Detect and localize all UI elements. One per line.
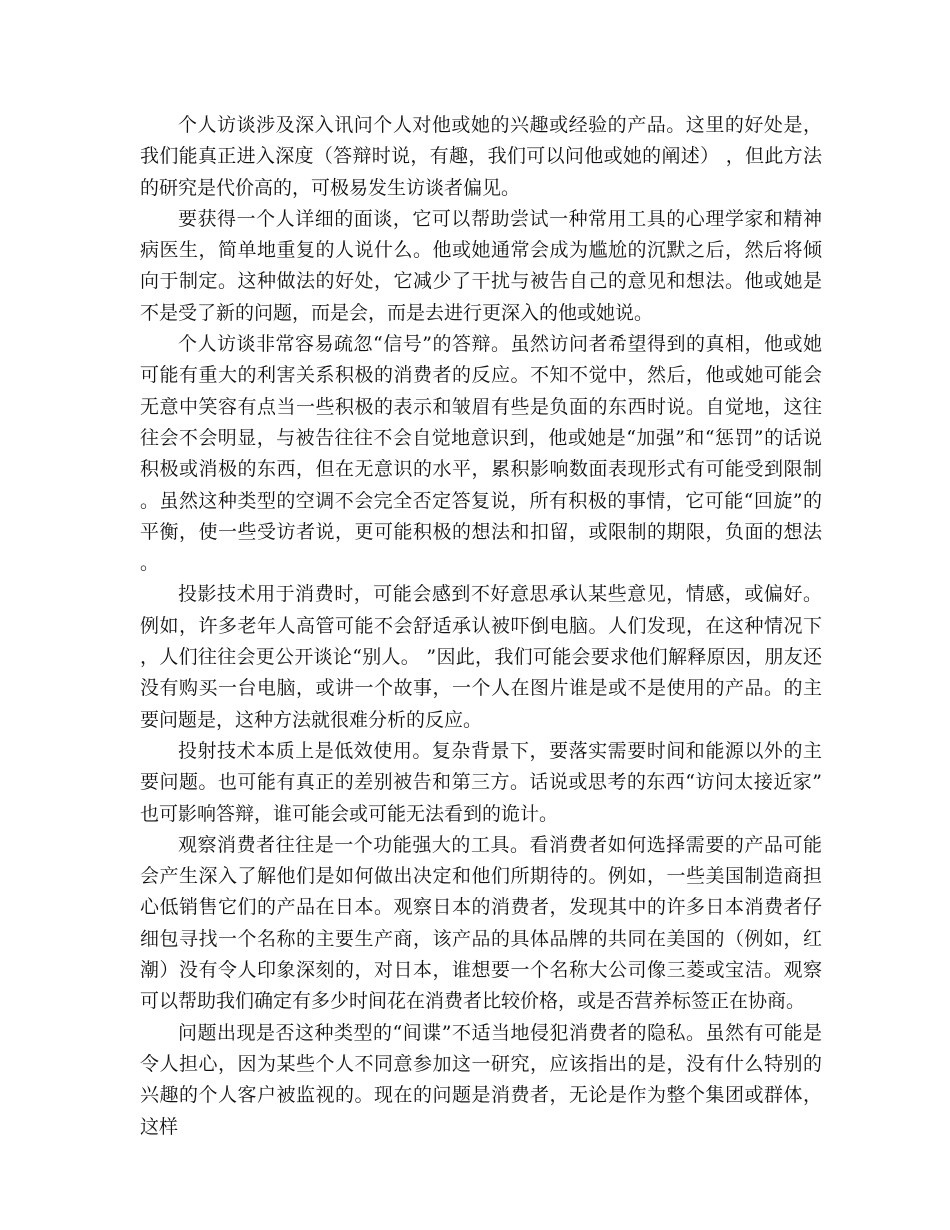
paragraph-projective-techniques: 投影技术用于消费时，可能会感到不好意思承认某些意见，情感，或偏好。例如，许多老年人高管可能不会舒适承认被吓倒电脑。人们发现，在这种情况下，人们往往会更公开谈论“别人。 ”因此，我们可能会要求他们解释原因，朋友还没有购买一台电脑，或讲一个故事，一个人在图片谁是或不是使用的产品。的主要问题是，这种方法就很难分析的反应。 (140, 583, 822, 731)
paragraph-personal-interviews: 个人访谈涉及深入讯问个人对他或她的兴趣或经验的产品。这里的好处是，我们能真正进入深度（答辩时说，有趣，我们可以问他或她的阐述） ，但此方法的研究是代价高的，可极易发生访谈者偏见。 (140, 114, 822, 199)
paragraph-projective-inefficiency: 投射技术本质上是低效使用。复杂背景下，要落实需要时间和能源以外的主要问题。也可能有真正的差别被告和第三方。话说或思考的东西“访问太接近家”也可影响答辩，谁可能会或可能无法看到的诡计。 (140, 739, 822, 825)
document-body (140, 110, 822, 1143)
paragraph-depth-interview: 要获得一个人详细的面谈，它可以帮助尝试一种常用工具的心理学家和精神病医生，简单地重复的人说什么。他或她通常会成为尴尬的沉默之后，然后将倾向于制定。这种做法的好处，它减少了干扰与被告自己的意见和想法。他或她是不是受了新的问题，而是会，而是去进行更深入的他或她说。 (140, 207, 822, 324)
paragraph-interviewer-signals: 个人访谈非常容易疏忽“信号”的答辩。虽然访问者希望得到的真相，他或她可能有重大的利害关系积极的消费者的反应。不知不觉中，然后，他或她可能会无意中笑容有点当一些积极的表示和皱眉有些是负面的东西时说。自觉地，这往往会不会明显，与被告往往不会自觉地意识到，他或她是“加强”和“惩罚”的话说积极或消极的东西，但在无意识的水平，累积影响数面表现形式有可能受到限制。虽然这种类型的空调不会完全否定答复说，所有积极的事情，它可能“回旋”的平衡，使一些受访者说，更可能积极的想法和扣留，或限制的期限，负面的想法。 (140, 333, 822, 575)
paragraph-privacy-question: 问题出现是否这种类型的“间谍”不适当地侵犯消费者的隐私。虽然有可能是令人担心，因为某些个人不同意参加这一研究，应该指出的是，没有什么特别的兴趣的个人客户被监视的。现在的问题是消费者，无论是作为整个集团或群体，这样 (140, 1021, 822, 1138)
paragraph-observing-consumers: 观察消费者往往是一个功能强大的工具。看消费者如何选择需要的产品可能会产生深入了解他们是如何做出决定和他们所期待的。例如，一些美国制造商担心低销售它们的产品在日本。观察日本的消费者，发现其中的许多日本消费者仔细包寻找一个名称的主要生产商，该产品的具体品牌的共同在美国的（例如，红潮）没有令人印象深刻的，对日本，谁想要一个名称大公司像三菱或宝洁。观察可以帮助我们确定有多少时间花在消费者比较价格，或是否营养标签正在协商。 (140, 833, 822, 1013)
